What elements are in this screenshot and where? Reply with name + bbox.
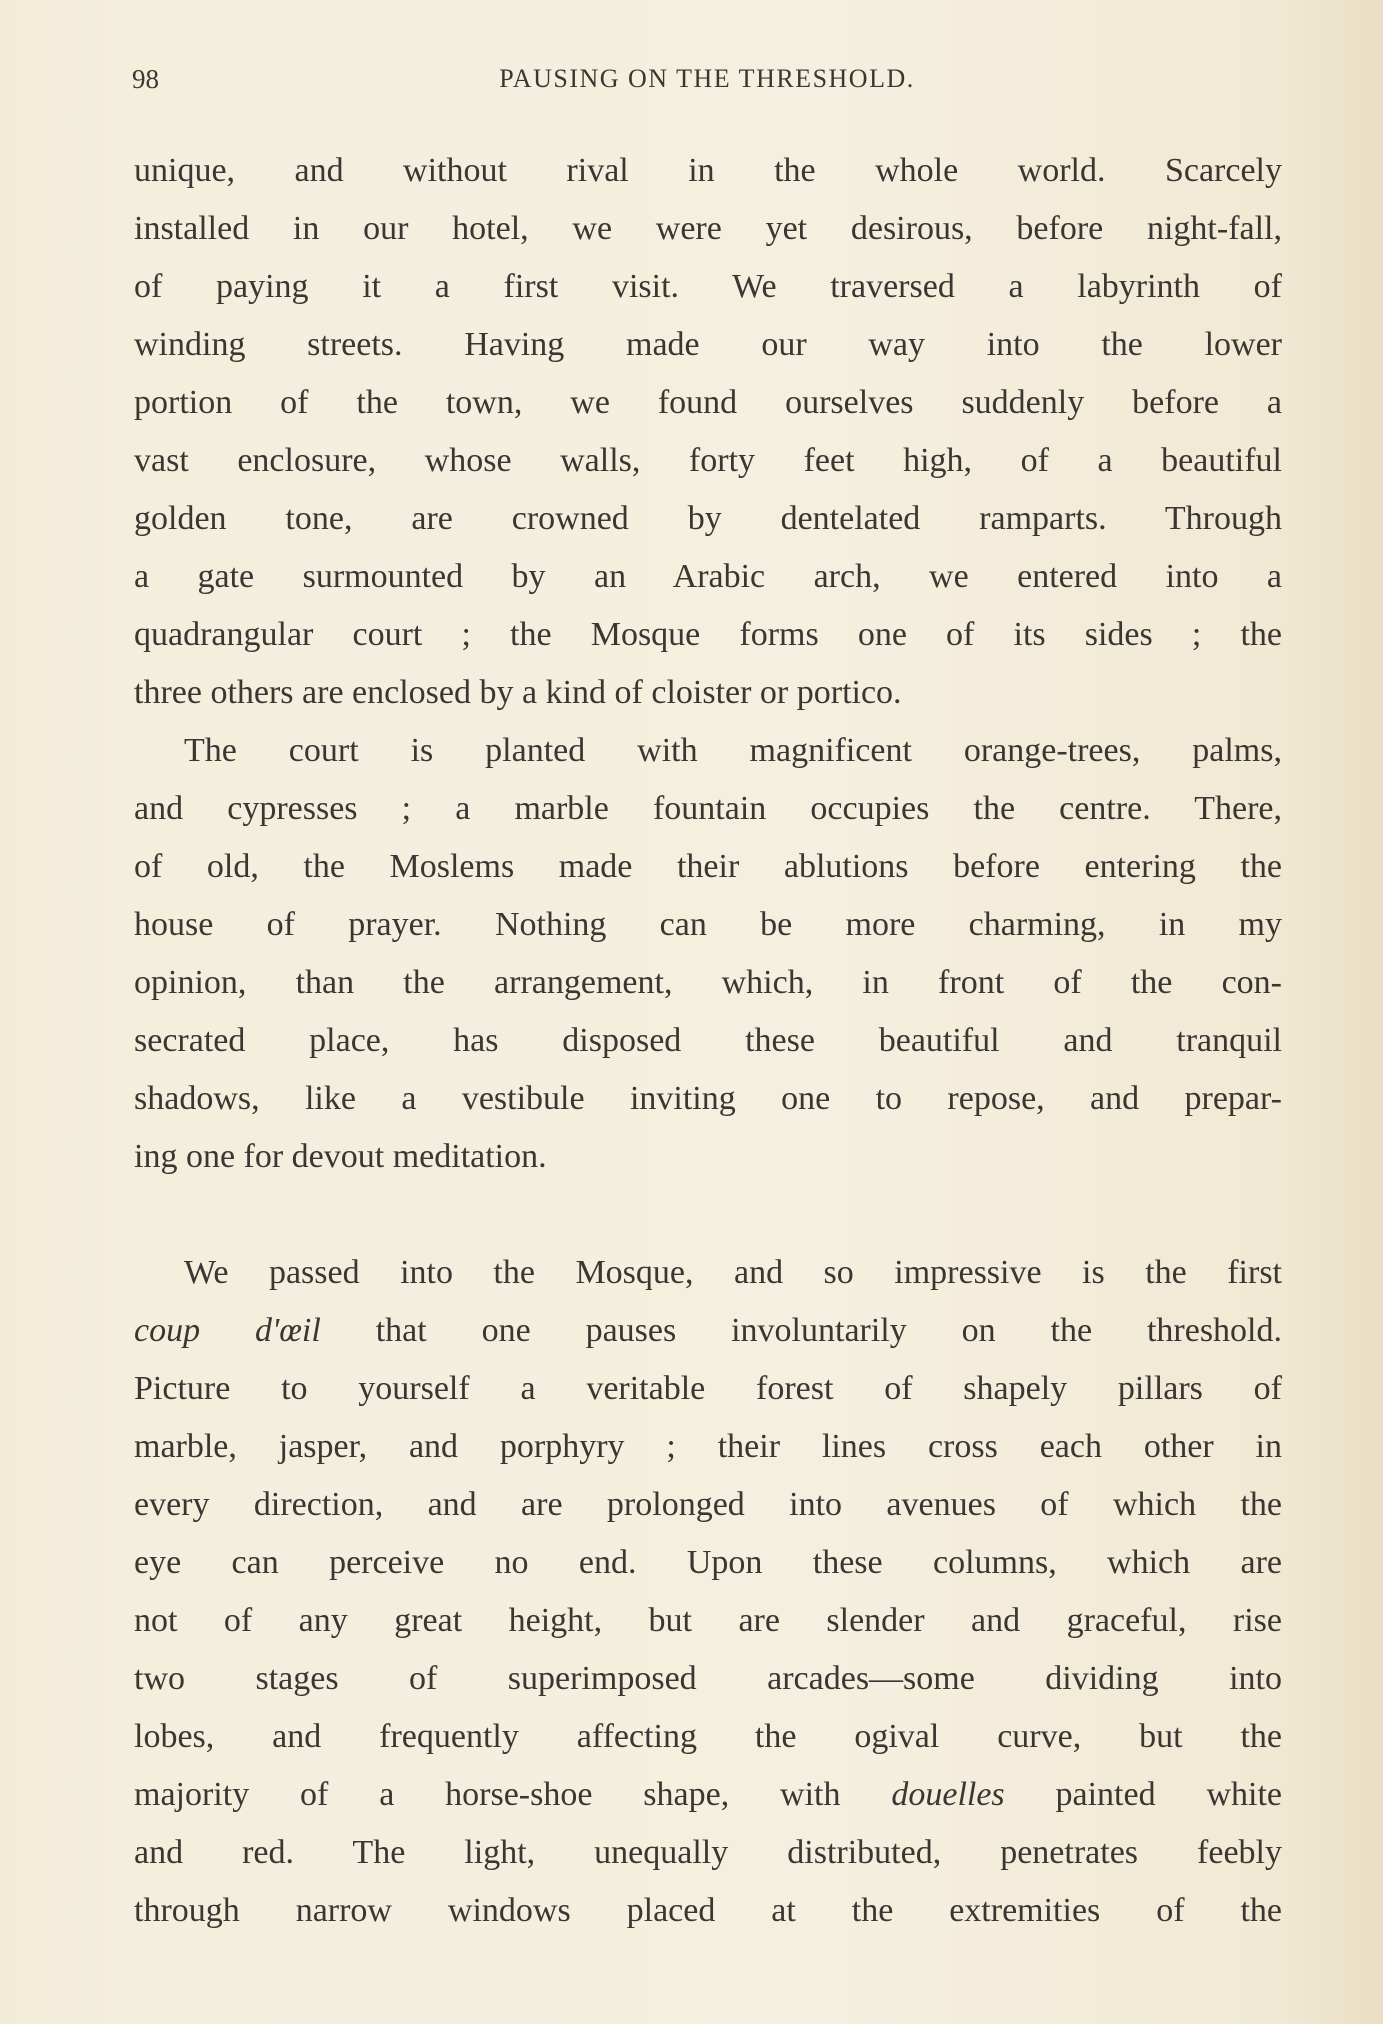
text-fragment: painted white [1004,1776,1282,1813]
body-text [134,142,1282,1940]
text-line: three others are enclosed by a kind of cloister or portico. [134,674,902,711]
paragraph-2 [134,722,1282,1186]
text-line: ing one for devout meditation. [134,1138,547,1175]
page-number: 98 [132,64,159,94]
paragraph-3 [134,1244,1282,1940]
text-line: house of prayer. Nothing can be more charming, in my [134,906,1282,943]
text-line: We passed into the Mosque, and so impressive is the first [184,1254,1282,1291]
text-line: installed in our hotel, we were yet desirous, before night-fall, [134,210,1282,247]
paragraph-1 [134,142,1282,722]
text-line: two stages of superimposed arcades—some dividing into [134,1660,1282,1697]
text-line: The court is planted with magnificent orange-trees, palms, [184,732,1282,769]
text-line: opinion, than the arrangement, which, in front of the con- [134,964,1282,1001]
text-line: winding streets. Having made our way into the lower [134,326,1282,363]
text-line: quadrangular court ; the Mosque forms one of its sides ; the [134,616,1282,653]
italic-word: douelles [891,1776,1005,1813]
page-header [132,64,1282,104]
text-fragment: that one pauses involuntarily on the threshold. [320,1312,1282,1349]
text-line [134,1766,1282,1824]
text-line: eye can perceive no end. Upon these columns, which are [134,1544,1282,1581]
text-line: portion of the town, we found ourselves suddenly before a [134,384,1282,421]
text-line: of old, the Moslems made their ablutions before entering the [134,848,1282,885]
text-fragment: majority of a horse-shoe shape, with [134,1776,892,1813]
text-line: every direction, and are prolonged into avenues of which the [134,1486,1282,1523]
text-line: not of any great height, but are slender and graceful, rise [134,1602,1282,1639]
text-line: Picture to yourself a veritable forest of shapely pillars of [134,1370,1282,1407]
text-line: through narrow windows placed at the extremities of the [134,1892,1282,1929]
text-line: and red. The light, unequally distributed, penetrates feebly [134,1834,1282,1871]
text-line: golden tone, are crowned by dentelated ramparts. Through [134,500,1282,537]
text-line: vast enclosure, whose walls, forty feet high, of a beautiful [134,442,1282,479]
italic-phrase: coup d'œil [134,1312,321,1349]
text-line [134,1302,1282,1360]
text-line: of paying it a first visit. We traversed a labyrinth of [134,268,1282,305]
text-line: and cypresses ; a marble fountain occupies the centre. There, [134,790,1282,827]
paragraph-gap [134,1186,1282,1244]
running-head: PAUSING ON THE THRESHOLD. [499,64,915,93]
text-line: unique, and without rival in the whole world. Scarcely [134,152,1282,189]
text-line: a gate surmounted by an Arabic arch, we entered into a [134,558,1282,595]
text-line: secrated place, has disposed these beautiful and tranquil [134,1022,1282,1059]
text-line: marble, jasper, and porphyry ; their lines cross each other in [134,1428,1282,1465]
text-line: shadows, like a vestibule inviting one to repose, and prepar- [134,1080,1282,1117]
text-line: lobes, and frequently affecting the ogival curve, but the [134,1718,1282,1755]
